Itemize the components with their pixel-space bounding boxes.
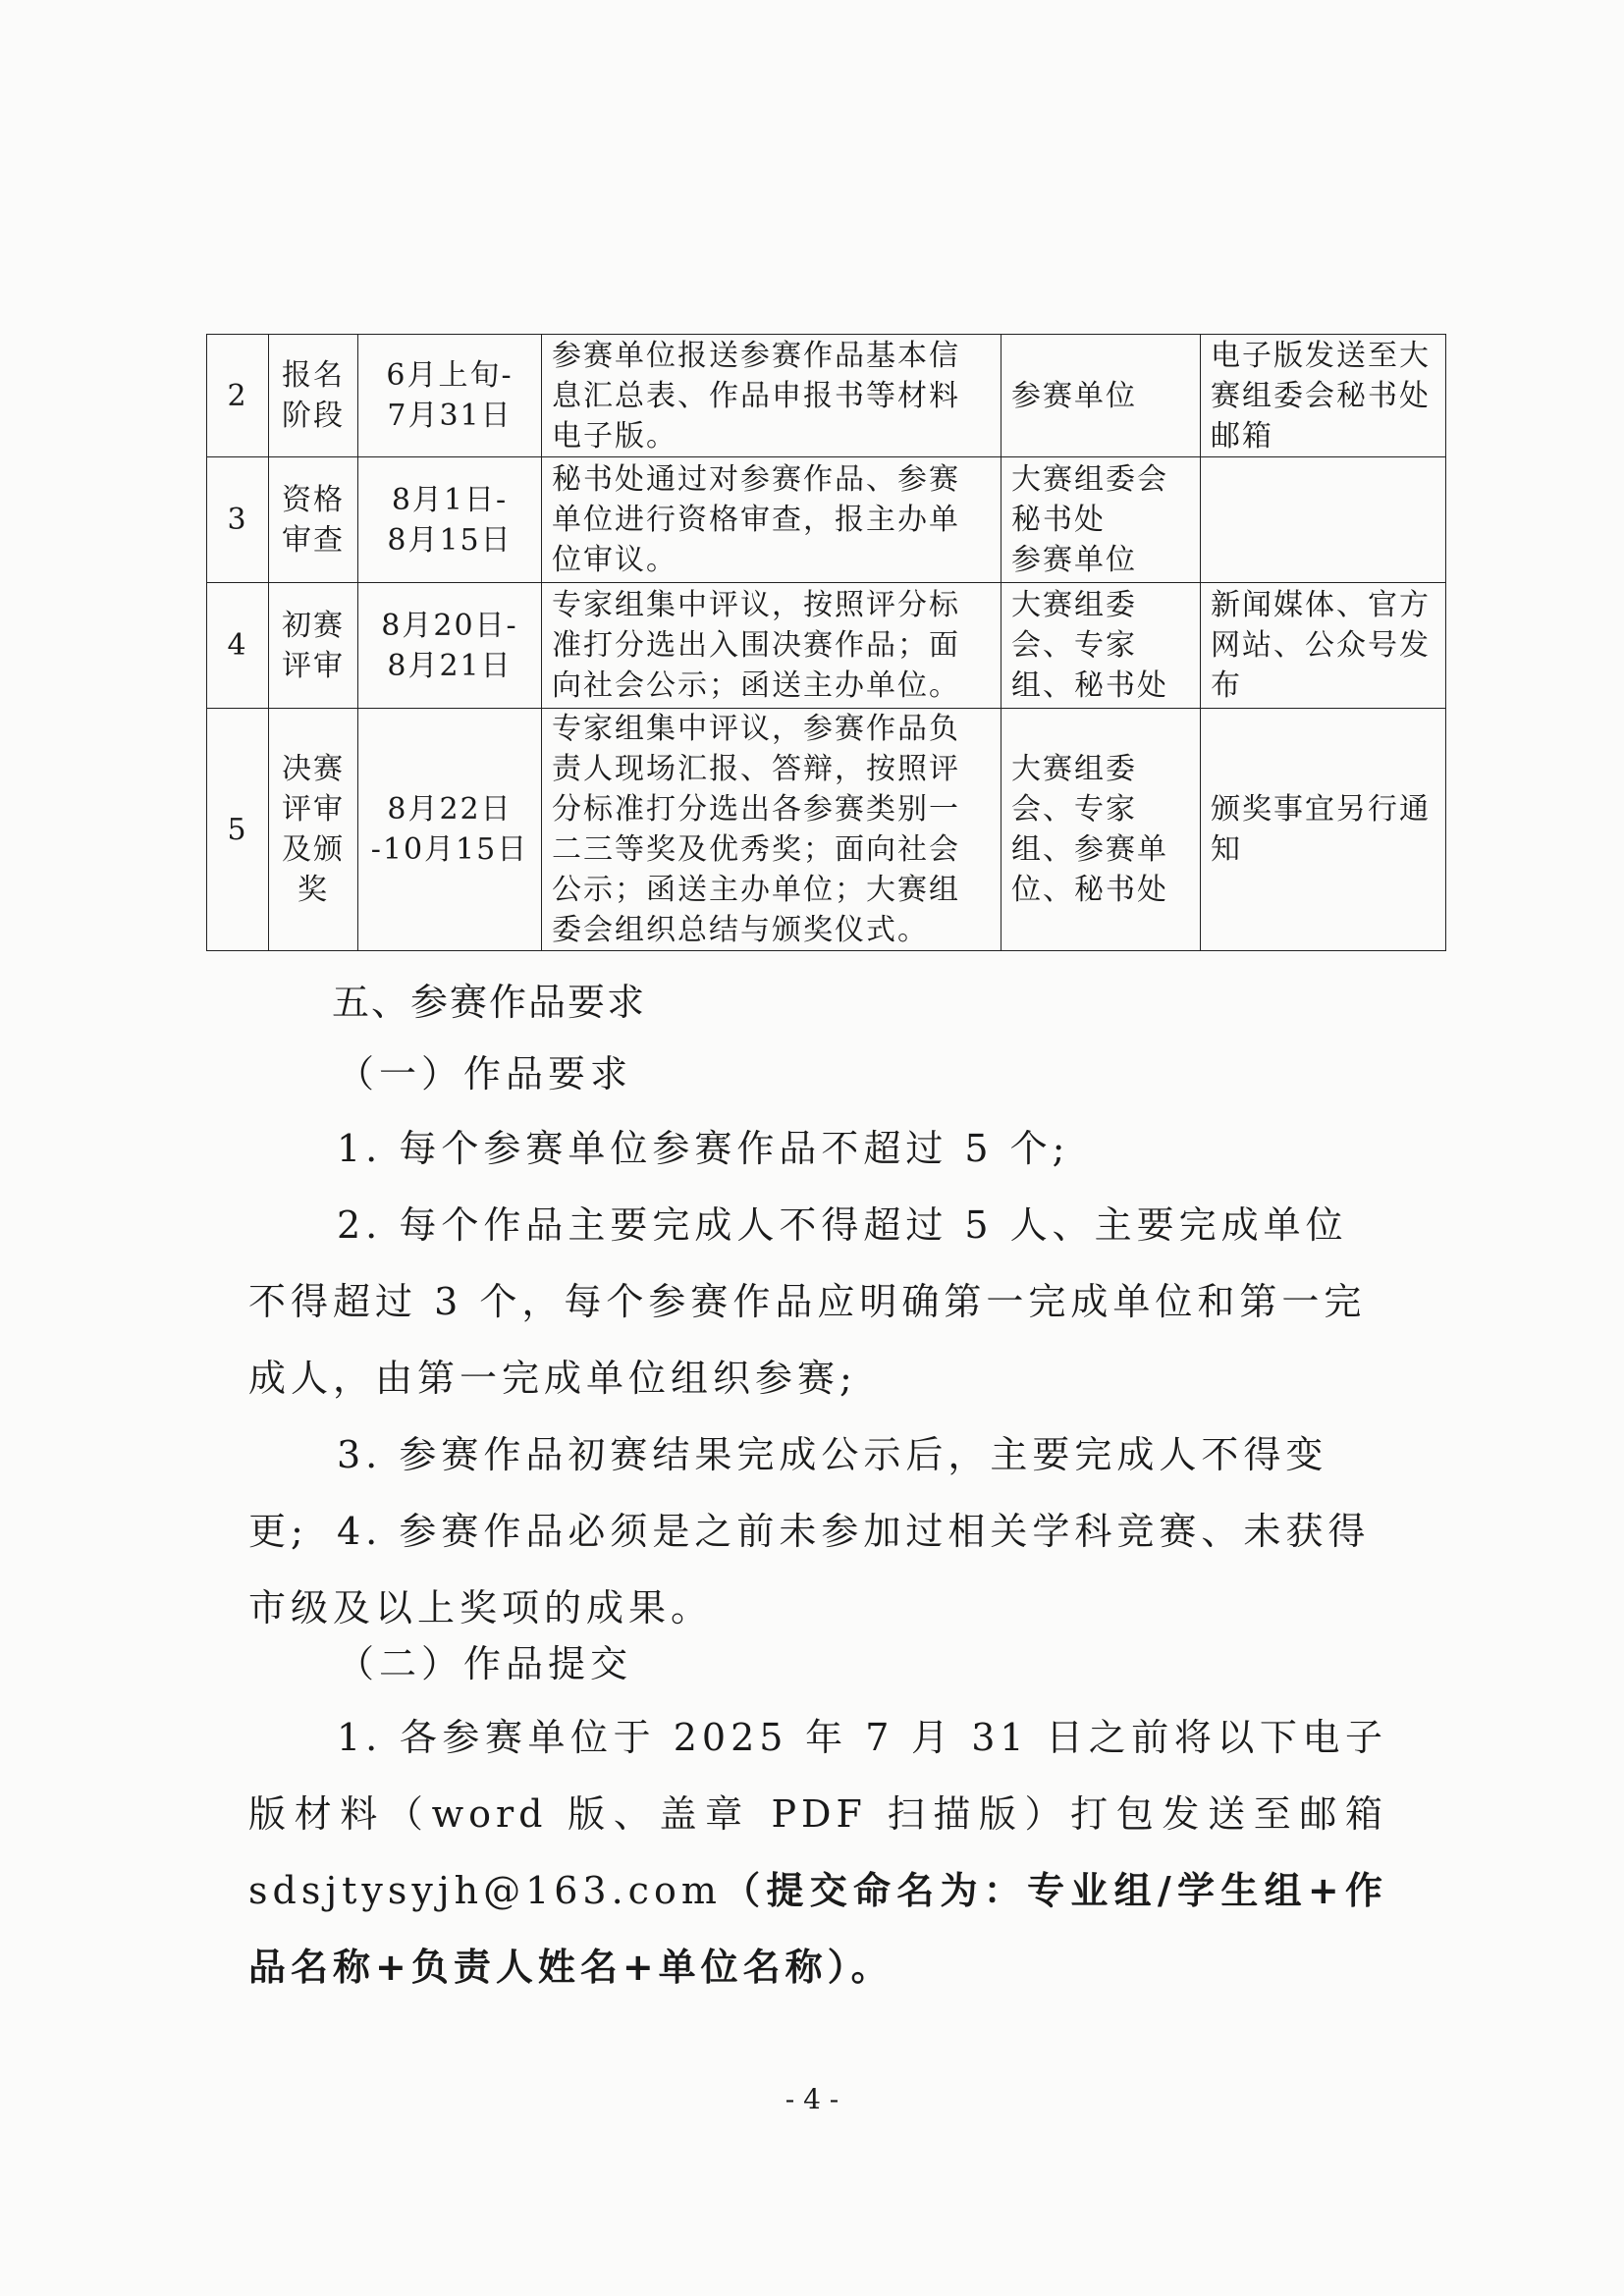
row-number: 5 [207, 709, 269, 951]
requirement-item: 3. 参赛作品初赛结果完成公示后，主要完成人不得变更; [248, 1433, 1328, 1553]
date-cell: 6月上旬- 7月31日 [358, 335, 542, 457]
note-cell: 颁奖事宜另行通知 [1201, 709, 1446, 951]
stage-cell: 报名 阶段 [269, 335, 358, 457]
requirement-item: 1. 每个参赛单位参赛作品不超过 5 个; [337, 1127, 1070, 1170]
subsection-heading: （二）作品提交 [337, 1642, 633, 1685]
content-cell: 参赛单位报送参赛作品基本信息汇总表、作品申报书等材料电子版。 [542, 335, 1001, 457]
row-number: 3 [207, 457, 269, 583]
row-number: 2 [207, 335, 269, 457]
subsection-heading: （一）作品要求 [337, 1052, 633, 1095]
note-cell: 电子版发送至大赛组委会秘书处邮箱 [1201, 335, 1446, 457]
note-cell [1201, 457, 1446, 583]
submission-text: 1. 各参赛单位于 2025 年 7 月 31 日之前将以下电子版材料（word 版、盖章 PDF 扫描版）打包发送至邮箱 sdsjtysyjh@163.com [248, 1716, 1387, 1912]
schedule-table [206, 334, 1446, 951]
date-cell: 8月22日 -10月15日 [358, 709, 542, 951]
stage-cell: 初赛 评审 [269, 583, 358, 709]
owner-cell: 参赛单位 [1001, 335, 1201, 457]
date-cell: 8月20日- 8月21日 [358, 583, 542, 709]
row-number: 4 [207, 583, 269, 709]
section-heading: 五、参赛作品要求 [332, 981, 647, 1024]
table-row [207, 457, 1446, 583]
submission-paragraph [248, 1699, 1387, 2005]
table-row [207, 335, 1446, 457]
table-row [207, 583, 1446, 709]
requirement-item: 2. 每个作品主要完成人不得超过 5 人、主要完成单位不得超过 3 个，每个参赛作品应明确第一完成单位和第一完成人，由第一完成单位组织参赛; [248, 1203, 1367, 1400]
owner-cell: 大赛组委会秘书处 参赛单位 [1001, 457, 1201, 583]
page-number: - 4 - [785, 2083, 839, 2115]
content-cell: 专家组集中评议，参赛作品负责人现场汇报、答辩，按照评分标准打分选出各参赛类别一二三等奖及优秀奖；面向社会公示；函送主办单位；大赛组委会组织总结与颁奖仪式。 [542, 709, 1001, 951]
date-cell: 8月1日- 8月15日 [358, 457, 542, 583]
stage-cell: 决赛 评审 及颁 奖 [269, 709, 358, 951]
note-cell: 新闻媒体、官方网站、公众号发布 [1201, 583, 1446, 709]
requirement-item: 4. 参赛作品必须是之前未参加过相关学科竞赛、未获得市级及以上奖项的成果。 [248, 1510, 1371, 1629]
owner-cell: 大赛组委会、专家组、参赛单位、秘书处 [1001, 709, 1201, 951]
naming-rule-text: （提交命名为：专业组/学生组+作品名称+负责人姓名+单位名称）。 [248, 1869, 1387, 1989]
stage-cell: 资格 审查 [269, 457, 358, 583]
content-cell: 秘书处通过对参赛作品、参赛单位进行资格审查，报主办单位审议。 [542, 457, 1001, 583]
table-row [207, 709, 1446, 951]
content-cell: 专家组集中评议，按照评分标准打分选出入围决赛作品；面向社会公示；函送主办单位。 [542, 583, 1001, 709]
owner-cell: 大赛组委会、专家组、秘书处 [1001, 583, 1201, 709]
